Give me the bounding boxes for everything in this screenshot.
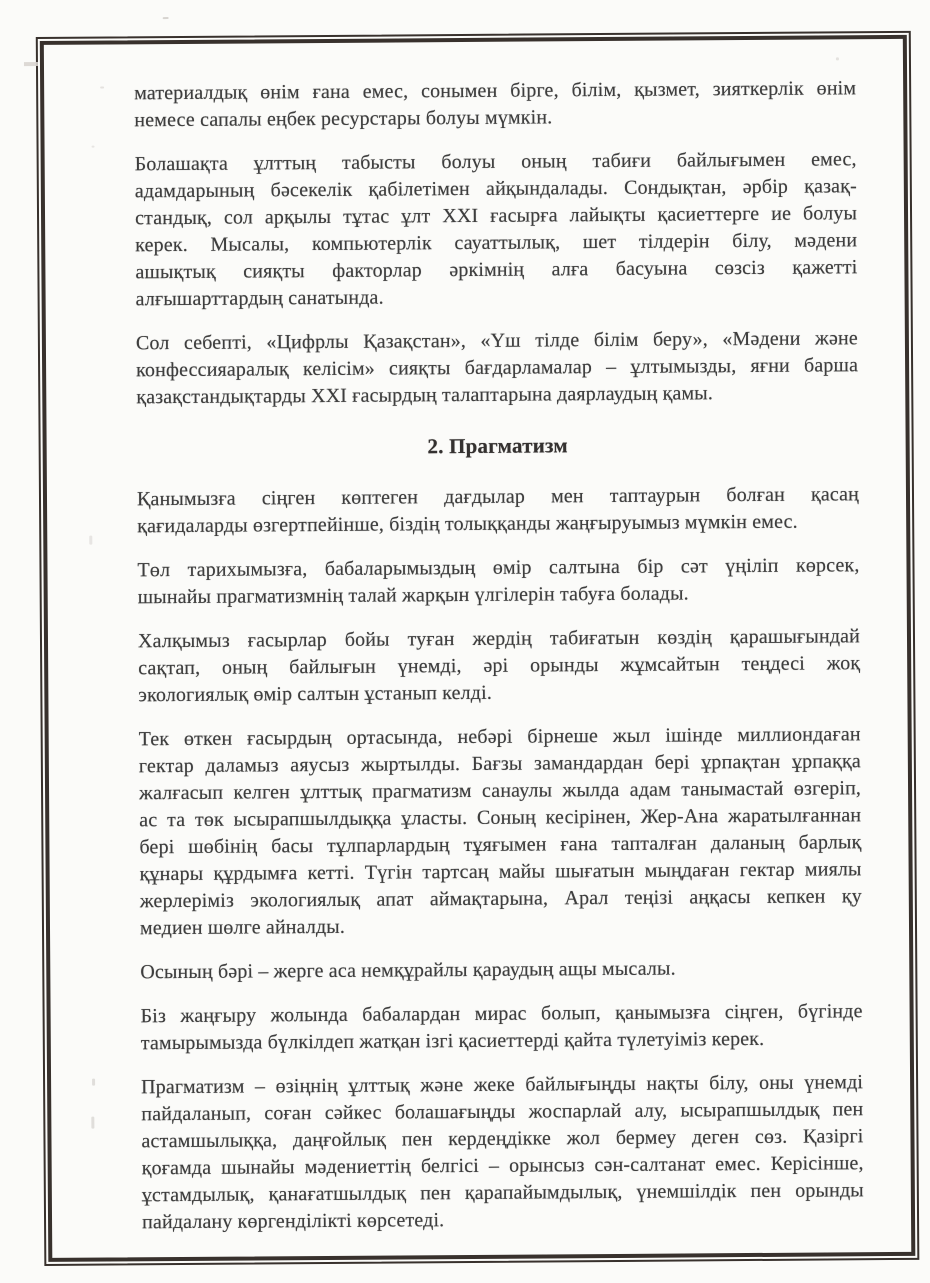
paragraph	[137, 481, 859, 540]
section-heading: 2. Прагматизм	[427, 433, 568, 459]
paragraph	[139, 721, 862, 942]
text-line: тамырымызда бүлкілдеп жатқан ізгі қасиеттерді қайта түлетуіміз керек.	[140, 1027, 765, 1055]
text-line: қоғамда шынайы мәдениеттің белгісі – орынсыз сән-салтанат емес. Керісінше,	[141, 1152, 864, 1180]
scan-artifact	[24, 62, 38, 66]
text-line: немесе сапалы еңбек ресурстары болуы мүмкін.	[134, 106, 553, 132]
text-line: жалғасып келген ұлттық прагматизм санаулы жылда адам танымастай өзгеріп,	[138, 777, 862, 805]
text-line: Тек өткен ғасырдың ортасында, небәрі бірнеше жыл ішінде миллиондаған	[138, 723, 861, 751]
scan-artifact	[89, 536, 92, 545]
text-line: бері шөбінің басы тұлпарлардың тұяғымен ғана тапталған даланың барлық	[139, 831, 862, 859]
text-line: алғышарттардың санатында.	[135, 286, 384, 311]
text-line: стандық, сол арқылы тұтас ұлт XXI ғасырға лайықты қасиеттерге ие болуы	[134, 202, 858, 230]
text-line: астамшылыққа, даңғойлық пен кердеңдікке жол бермеу деген сөз. Қазіргі	[141, 1125, 864, 1153]
text-line: шынайы прагматизмнің талай жарқын үлгілерін табуға болады.	[137, 582, 689, 609]
text-line: пайдаланып, соған сәйкес болашағыңды жоспарлай алу, ысырапшылдық пен	[141, 1098, 864, 1126]
text-line: ашықтық сияқты факторлар әркімнің алға басуына сөзсіз қажетті	[135, 256, 858, 284]
text-line: Төл тарихымызға, бабаларымыздың өмір салтына бір сәт үңіліп көрсек,	[137, 554, 860, 582]
paragraph	[140, 954, 862, 986]
text-line: сақтап, оның байлығын үнемді, әрі орынды жұмсайтын теңдесі жоқ	[138, 652, 861, 680]
scan-artifact	[163, 17, 169, 19]
text-line: конфессияаралық келісім» сияқты бағдарламалар – ұлтымызды, яғни барша	[136, 354, 859, 382]
scan-artifact	[100, 87, 104, 89]
text-line: материалдық өнім ғана емес, сонымен бірге, білім, қызмет, зияткерлік өнім	[134, 77, 857, 105]
text-line: гектар даламыз аяусыз жыртылды. Бағзы замандардан бері ұрпақтан ұрпаққа	[138, 750, 861, 778]
text-line: қағидаларды өзгертпейінше, біздің толыққанды жаңғыруымыз мүмкін емес.	[137, 510, 798, 538]
text-line: экологиялық өмір салтын ұстанып келді.	[138, 681, 493, 707]
text-line: қазақстандықтарды XXI ғасырдың талаптарына даярлаудың қамы.	[136, 382, 714, 409]
text-line: Осының бәрі – жерге аса немқұрайлы қараудың ащы мысалы.	[140, 957, 676, 984]
scan-artifact	[91, 1117, 94, 1129]
text-line: пайдалану көргенділікті көрсетеді.	[141, 1209, 445, 1234]
paragraph	[137, 552, 859, 611]
paragraph	[141, 998, 863, 1057]
text-line: жерлеріміз экологиялық апат аймақтарына, Арал теңізі аңқасы кепкен қу	[139, 885, 862, 913]
paragraph	[141, 1069, 864, 1236]
text-line: медиен шөлге айналды.	[139, 915, 346, 940]
text-line: Халқымыз ғасырлар бойы туған жердің табиғатын көздің қарашығындай	[137, 625, 861, 653]
page-border-outer	[36, 31, 920, 1266]
paragraph	[135, 146, 858, 313]
text-line: ұстамдылық, қанағатшылдық пен қарапайымдылық, үнемшілдік пен орынды	[141, 1179, 864, 1207]
text-line: ас та төк ысырапшылдыққа ұласты. Соның кесірінен, Жер-Ана жаратылғаннан	[139, 804, 862, 832]
page-border-inner	[40, 35, 916, 1262]
paragraph	[138, 623, 861, 709]
text-line: құнары құрдымға кетті. Түгін тартсаң майы шығатын мыңдаған гектар миялы	[139, 858, 862, 886]
text-line: Болашақта ұлттың табысты болуы оның табиғи байлығымен емес,	[134, 148, 857, 176]
scan-artifact	[836, 57, 839, 60]
scan-artifact	[92, 1079, 95, 1086]
text-line: керек. Мысалы, компьютерлік сауаттылық, шет тілдерін білу, мәдени	[135, 229, 858, 257]
scan-artifact	[92, 146, 95, 148]
paragraph	[134, 75, 856, 134]
text-line: Прагматизм – өзіңнің ұлттық және жеке байлығыңды нақты білу, оны үнемді	[141, 1071, 864, 1099]
document-body	[44, 39, 911, 1258]
text-line: Сол себепті, «Цифрлы Қазақстан», «Үш тілде білім беру», «Мәдени және	[135, 327, 858, 355]
paragraph	[136, 325, 859, 411]
text-line: Қанымызға сіңген көптеген дағдылар мен таптаурын болған қасаң	[136, 483, 860, 511]
text-line: адамдарының бәсекелік қабілетімен айқындалады. Сондықтан, әрбір қазақ-	[134, 175, 857, 203]
text-line: Біз жаңғыру жолында бабалардан мирас болып, қанымызға сіңген, бүгінде	[140, 1000, 863, 1028]
